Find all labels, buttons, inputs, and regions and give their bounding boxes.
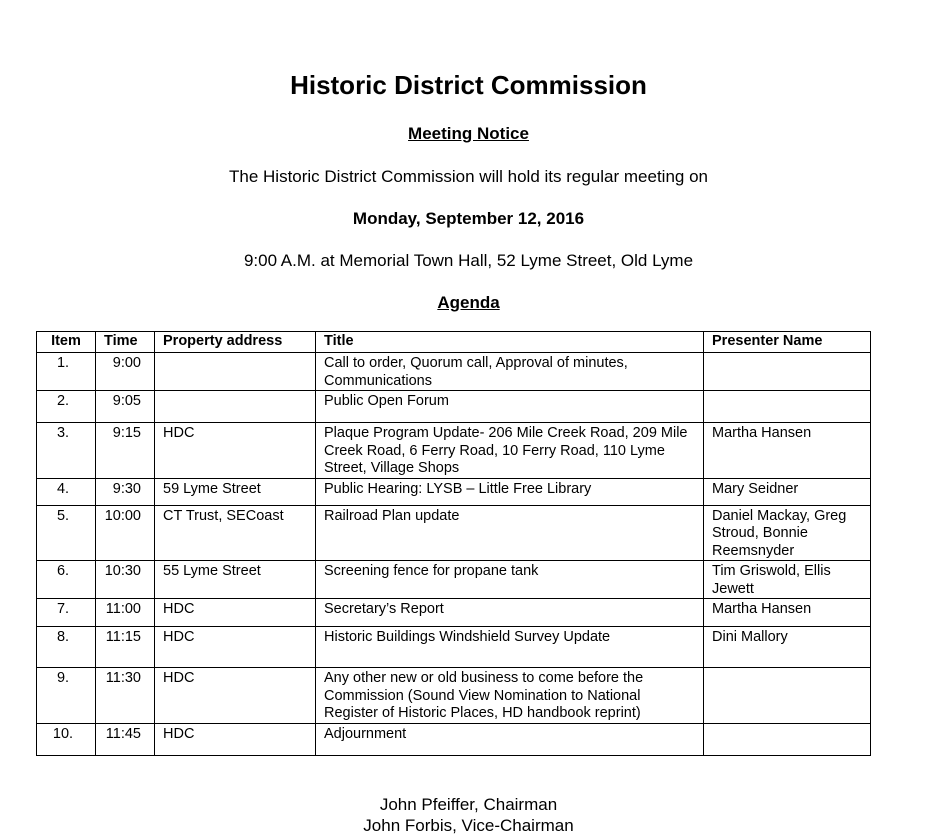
item-presenter: Martha Hansen [704,599,871,627]
item-presenter [704,723,871,755]
item-time: 10:00 [96,505,155,561]
page-title: Historic District Commission [290,70,647,100]
item-property-address: 55 Lyme Street [155,561,316,599]
item-time: 9:30 [96,478,155,505]
table-row [37,668,871,724]
item-number: 7. [37,599,96,627]
item-time: 9:00 [96,353,155,391]
item-title: Public Open Forum [316,391,704,423]
item-number: 2. [37,391,96,423]
meeting-notice-heading: Meeting Notice [408,124,529,143]
table-row [37,391,871,423]
item-number: 10. [37,723,96,755]
item-property-address: HDC [155,599,316,627]
table-row [37,505,871,561]
table-row [37,627,871,668]
meeting-date: Monday, September 12, 2016 [352,209,585,228]
item-title: Plaque Program Update- 206 Mile Creek Road, 209 Mile Creek Road, 6 Ferry Road, 10 Ferry Road, 110 Lyme Street, Village Shops [316,423,704,479]
item-number: 9. [37,668,96,724]
vice-chairman-signature: John Forbis, Vice-Chairman [363,816,574,835]
item-presenter [704,391,871,423]
item-number: 8. [37,627,96,668]
item-presenter: Dini Mallory [704,627,871,668]
column-header-title: Title [316,332,704,353]
item-number: 3. [37,423,96,479]
agenda-header-row [37,332,871,353]
item-property-address: CT Trust, SECoast [155,505,316,561]
agenda-table [36,331,871,756]
item-property-address: 59 Lyme Street [155,478,316,505]
item-property-address [155,391,316,423]
item-presenter [704,353,871,391]
item-time: 11:15 [96,627,155,668]
item-title: Adjournment [316,723,704,755]
item-time: 11:00 [96,599,155,627]
item-title: Any other new or old business to come before the Commission (Sound View Nomination to National Register of Historic Places, HD handbook reprint) [316,668,704,724]
item-title: Public Hearing: LYSB – Little Free Library [316,478,704,505]
item-presenter: Daniel Mackay, Greg Stroud, Bonnie Reemsnyder [704,505,871,561]
item-presenter [704,668,871,724]
item-number: 5. [37,505,96,561]
item-number: 4. [37,478,96,505]
item-property-address: HDC [155,423,316,479]
item-presenter: Tim Griswold, Ellis Jewett [704,561,871,599]
table-row [37,353,871,391]
item-title: Screening fence for propane tank [316,561,704,599]
item-property-address: HDC [155,723,316,755]
column-header-presenter-name: Presenter Name [704,332,871,353]
item-time: 11:45 [96,723,155,755]
meeting-time-location: 9:00 A.M. at Memorial Town Hall, 52 Lyme Street, Old Lyme [243,251,694,270]
meeting-intro-text: The Historic District Commission will hold its regular meeting on [229,167,708,186]
table-row [37,423,871,479]
item-number: 6. [37,561,96,599]
agenda-heading: Agenda [437,293,500,312]
table-row [37,561,871,599]
item-presenter: Mary Seidner [704,478,871,505]
table-row [37,478,871,505]
item-property-address: HDC [155,668,316,724]
item-title: Railroad Plan update [316,505,704,561]
item-title: Call to order, Quorum call, Approval of minutes, Communications [316,353,704,391]
chairman-signature: John Pfeiffer, Chairman [379,795,558,814]
item-time: 11:30 [96,668,155,724]
column-header-item: Item [37,332,96,353]
item-number: 1. [37,353,96,391]
column-header-time: Time [96,332,155,353]
column-header-property-address: Property address [155,332,316,353]
item-property-address [155,353,316,391]
table-row [37,723,871,755]
item-property-address: HDC [155,627,316,668]
item-time: 9:05 [96,391,155,423]
table-row [37,599,871,627]
item-time: 10:30 [96,561,155,599]
item-presenter: Martha Hansen [704,423,871,479]
item-title: Historic Buildings Windshield Survey Update [316,627,704,668]
item-time: 9:15 [96,423,155,479]
item-title: Secretary’s Report [316,599,704,627]
